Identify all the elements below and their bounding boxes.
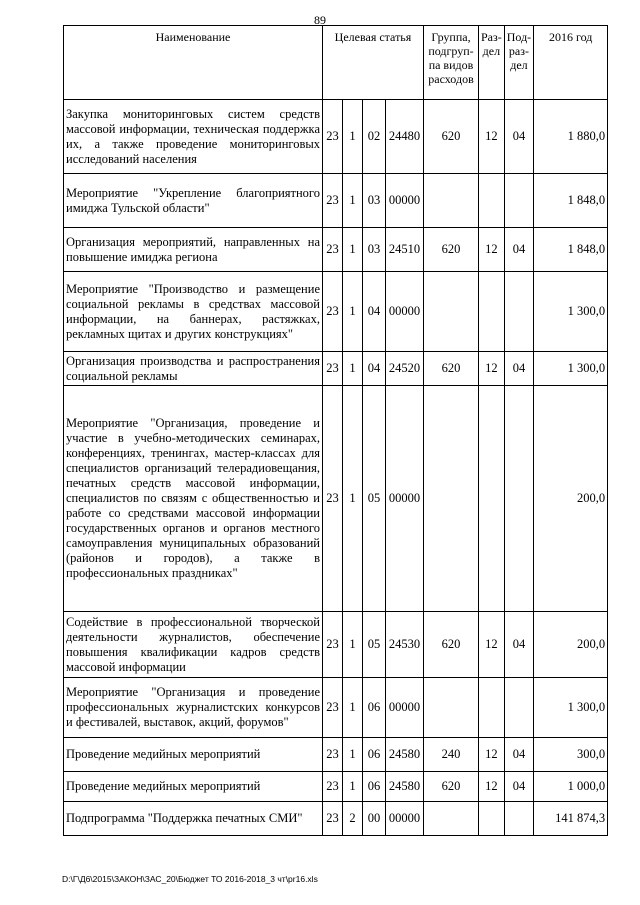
expense-group bbox=[424, 174, 479, 228]
code-direction: 00000 bbox=[386, 678, 424, 738]
header-subsection: Под-раз-дел bbox=[504, 26, 533, 100]
expense-group: 240 bbox=[424, 738, 479, 772]
header-section: Раз-дел bbox=[479, 26, 505, 100]
code-program: 23 bbox=[323, 272, 343, 352]
amount: 200,0 bbox=[534, 386, 608, 612]
code-subprogram: 1 bbox=[343, 386, 363, 612]
table-row bbox=[64, 100, 608, 174]
expense-group: 620 bbox=[424, 772, 479, 802]
expense-group: 620 bbox=[424, 352, 479, 386]
section: 12 bbox=[479, 612, 505, 678]
table-row bbox=[64, 228, 608, 272]
amount: 1 000,0 bbox=[534, 772, 608, 802]
section: 12 bbox=[479, 352, 505, 386]
section: 12 bbox=[479, 772, 505, 802]
code-subprogram: 1 bbox=[343, 100, 363, 174]
section: 12 bbox=[479, 228, 505, 272]
code-program: 23 bbox=[323, 678, 343, 738]
code-event: 04 bbox=[363, 352, 386, 386]
code-subprogram: 1 bbox=[343, 678, 363, 738]
expense-group bbox=[424, 386, 479, 612]
amount: 300,0 bbox=[534, 738, 608, 772]
expense-group: 620 bbox=[424, 228, 479, 272]
code-event: 05 bbox=[363, 386, 386, 612]
subsection: 04 bbox=[504, 772, 533, 802]
code-event: 03 bbox=[363, 228, 386, 272]
row-name: Организация производства и распространения социальной рекламы bbox=[64, 352, 323, 386]
code-program: 23 bbox=[323, 772, 343, 802]
section bbox=[479, 174, 505, 228]
code-subprogram: 2 bbox=[343, 802, 363, 836]
row-name: Подпрограмма "Поддержка печатных СМИ" bbox=[64, 802, 323, 836]
subsection: 04 bbox=[504, 228, 533, 272]
code-event: 03 bbox=[363, 174, 386, 228]
code-direction: 24530 bbox=[386, 612, 424, 678]
row-name: Содействие в профессиональной творческой деятельности журналистов, обеспечение повышения квалификации кадров средств массовой информации bbox=[64, 612, 323, 678]
code-subprogram: 1 bbox=[343, 612, 363, 678]
header-year: 2016 год bbox=[534, 26, 608, 100]
code-event: 02 bbox=[363, 100, 386, 174]
file-path-footer: D:\Г\Д6\2015\ЗАКОН\ЗАС_20\Бюджет ТО 2016-2018_3 чт\pr16.xls bbox=[62, 874, 318, 884]
subsection bbox=[504, 386, 533, 612]
table-row bbox=[64, 272, 608, 352]
code-subprogram: 1 bbox=[343, 272, 363, 352]
row-name: Закупка мониторинговых систем средств массовой информации, техническая поддержка их, а также проведение мониторинговых исследований населения bbox=[64, 100, 323, 174]
subsection bbox=[504, 174, 533, 228]
subsection: 04 bbox=[504, 738, 533, 772]
code-program: 23 bbox=[323, 612, 343, 678]
table-row bbox=[64, 612, 608, 678]
budget-table bbox=[63, 25, 608, 836]
section: 12 bbox=[479, 100, 505, 174]
row-name: Мероприятие "Организация и проведение профессиональных журналистских конкурсов и фестивалей, выставок, акций, форумов" bbox=[64, 678, 323, 738]
amount: 1 300,0 bbox=[534, 678, 608, 738]
subsection: 04 bbox=[504, 612, 533, 678]
code-subprogram: 1 bbox=[343, 174, 363, 228]
amount: 1 880,0 bbox=[534, 100, 608, 174]
code-program: 23 bbox=[323, 386, 343, 612]
amount: 200,0 bbox=[534, 612, 608, 678]
header-name: Наименование bbox=[64, 26, 323, 100]
subsection bbox=[504, 802, 533, 836]
subsection bbox=[504, 272, 533, 352]
row-name: Мероприятие "Укрепление благоприятного имиджа Тульской области" bbox=[64, 174, 323, 228]
code-direction: 24580 bbox=[386, 738, 424, 772]
row-name: Организация мероприятий, направленных на повышение имиджа региона bbox=[64, 228, 323, 272]
amount: 1 300,0 bbox=[534, 272, 608, 352]
section bbox=[479, 386, 505, 612]
expense-group bbox=[424, 678, 479, 738]
section bbox=[479, 802, 505, 836]
code-event: 06 bbox=[363, 772, 386, 802]
code-subprogram: 1 bbox=[343, 772, 363, 802]
table-row bbox=[64, 802, 608, 836]
table-row bbox=[64, 738, 608, 772]
row-name: Мероприятие "Организация, проведение и участие в учебно-методических семинарах, конференциях, тренингах, мастер-классах для специалистов организаций телерадиовещания, печатных средств массовой информации, специалистов по связям с общественностью и работе со средствами массовой информации государственных органов и органов местного самоуправления муниципальных образований (районов и городов), а также в профессиональных праздниках" bbox=[64, 386, 323, 612]
section: 12 bbox=[479, 738, 505, 772]
code-direction: 24520 bbox=[386, 352, 424, 386]
table-row bbox=[64, 678, 608, 738]
header-row bbox=[64, 26, 608, 100]
subsection: 04 bbox=[504, 352, 533, 386]
code-event: 04 bbox=[363, 272, 386, 352]
code-event: 00 bbox=[363, 802, 386, 836]
expense-group: 620 bbox=[424, 100, 479, 174]
header-expense-group: Группа, подгруп-па видов расходов bbox=[424, 26, 479, 100]
code-event: 06 bbox=[363, 738, 386, 772]
expense-group bbox=[424, 272, 479, 352]
table-row bbox=[64, 352, 608, 386]
code-direction: 00000 bbox=[386, 272, 424, 352]
section bbox=[479, 678, 505, 738]
code-event: 06 bbox=[363, 678, 386, 738]
code-program: 23 bbox=[323, 802, 343, 836]
code-program: 23 bbox=[323, 174, 343, 228]
subsection bbox=[504, 678, 533, 738]
code-direction: 00000 bbox=[386, 802, 424, 836]
amount: 1 300,0 bbox=[534, 352, 608, 386]
row-name: Мероприятие "Производство и размещение социальной рекламы в средствах массовой информации, на баннерах, растяжках, рекламных щитах и других конструкциях" bbox=[64, 272, 323, 352]
code-direction: 24510 bbox=[386, 228, 424, 272]
page-number: 89 bbox=[314, 13, 326, 27]
code-direction: 00000 bbox=[386, 386, 424, 612]
table-row bbox=[64, 386, 608, 612]
header-target-article: Целевая статья bbox=[323, 26, 424, 100]
code-direction: 24580 bbox=[386, 772, 424, 802]
amount: 141 874,3 bbox=[534, 802, 608, 836]
table-row bbox=[64, 174, 608, 228]
amount: 1 848,0 bbox=[534, 174, 608, 228]
code-event: 05 bbox=[363, 612, 386, 678]
code-direction: 00000 bbox=[386, 174, 424, 228]
row-name: Проведение медийных мероприятий bbox=[64, 772, 323, 802]
code-subprogram: 1 bbox=[343, 738, 363, 772]
subsection: 04 bbox=[504, 100, 533, 174]
row-name: Проведение медийных мероприятий bbox=[64, 738, 323, 772]
code-direction: 24480 bbox=[386, 100, 424, 174]
code-subprogram: 1 bbox=[343, 228, 363, 272]
table-row bbox=[64, 772, 608, 802]
code-program: 23 bbox=[323, 228, 343, 272]
expense-group: 620 bbox=[424, 612, 479, 678]
expense-group bbox=[424, 802, 479, 836]
amount: 1 848,0 bbox=[534, 228, 608, 272]
code-program: 23 bbox=[323, 738, 343, 772]
code-subprogram: 1 bbox=[343, 352, 363, 386]
section bbox=[479, 272, 505, 352]
code-program: 23 bbox=[323, 352, 343, 386]
code-program: 23 bbox=[323, 100, 343, 174]
